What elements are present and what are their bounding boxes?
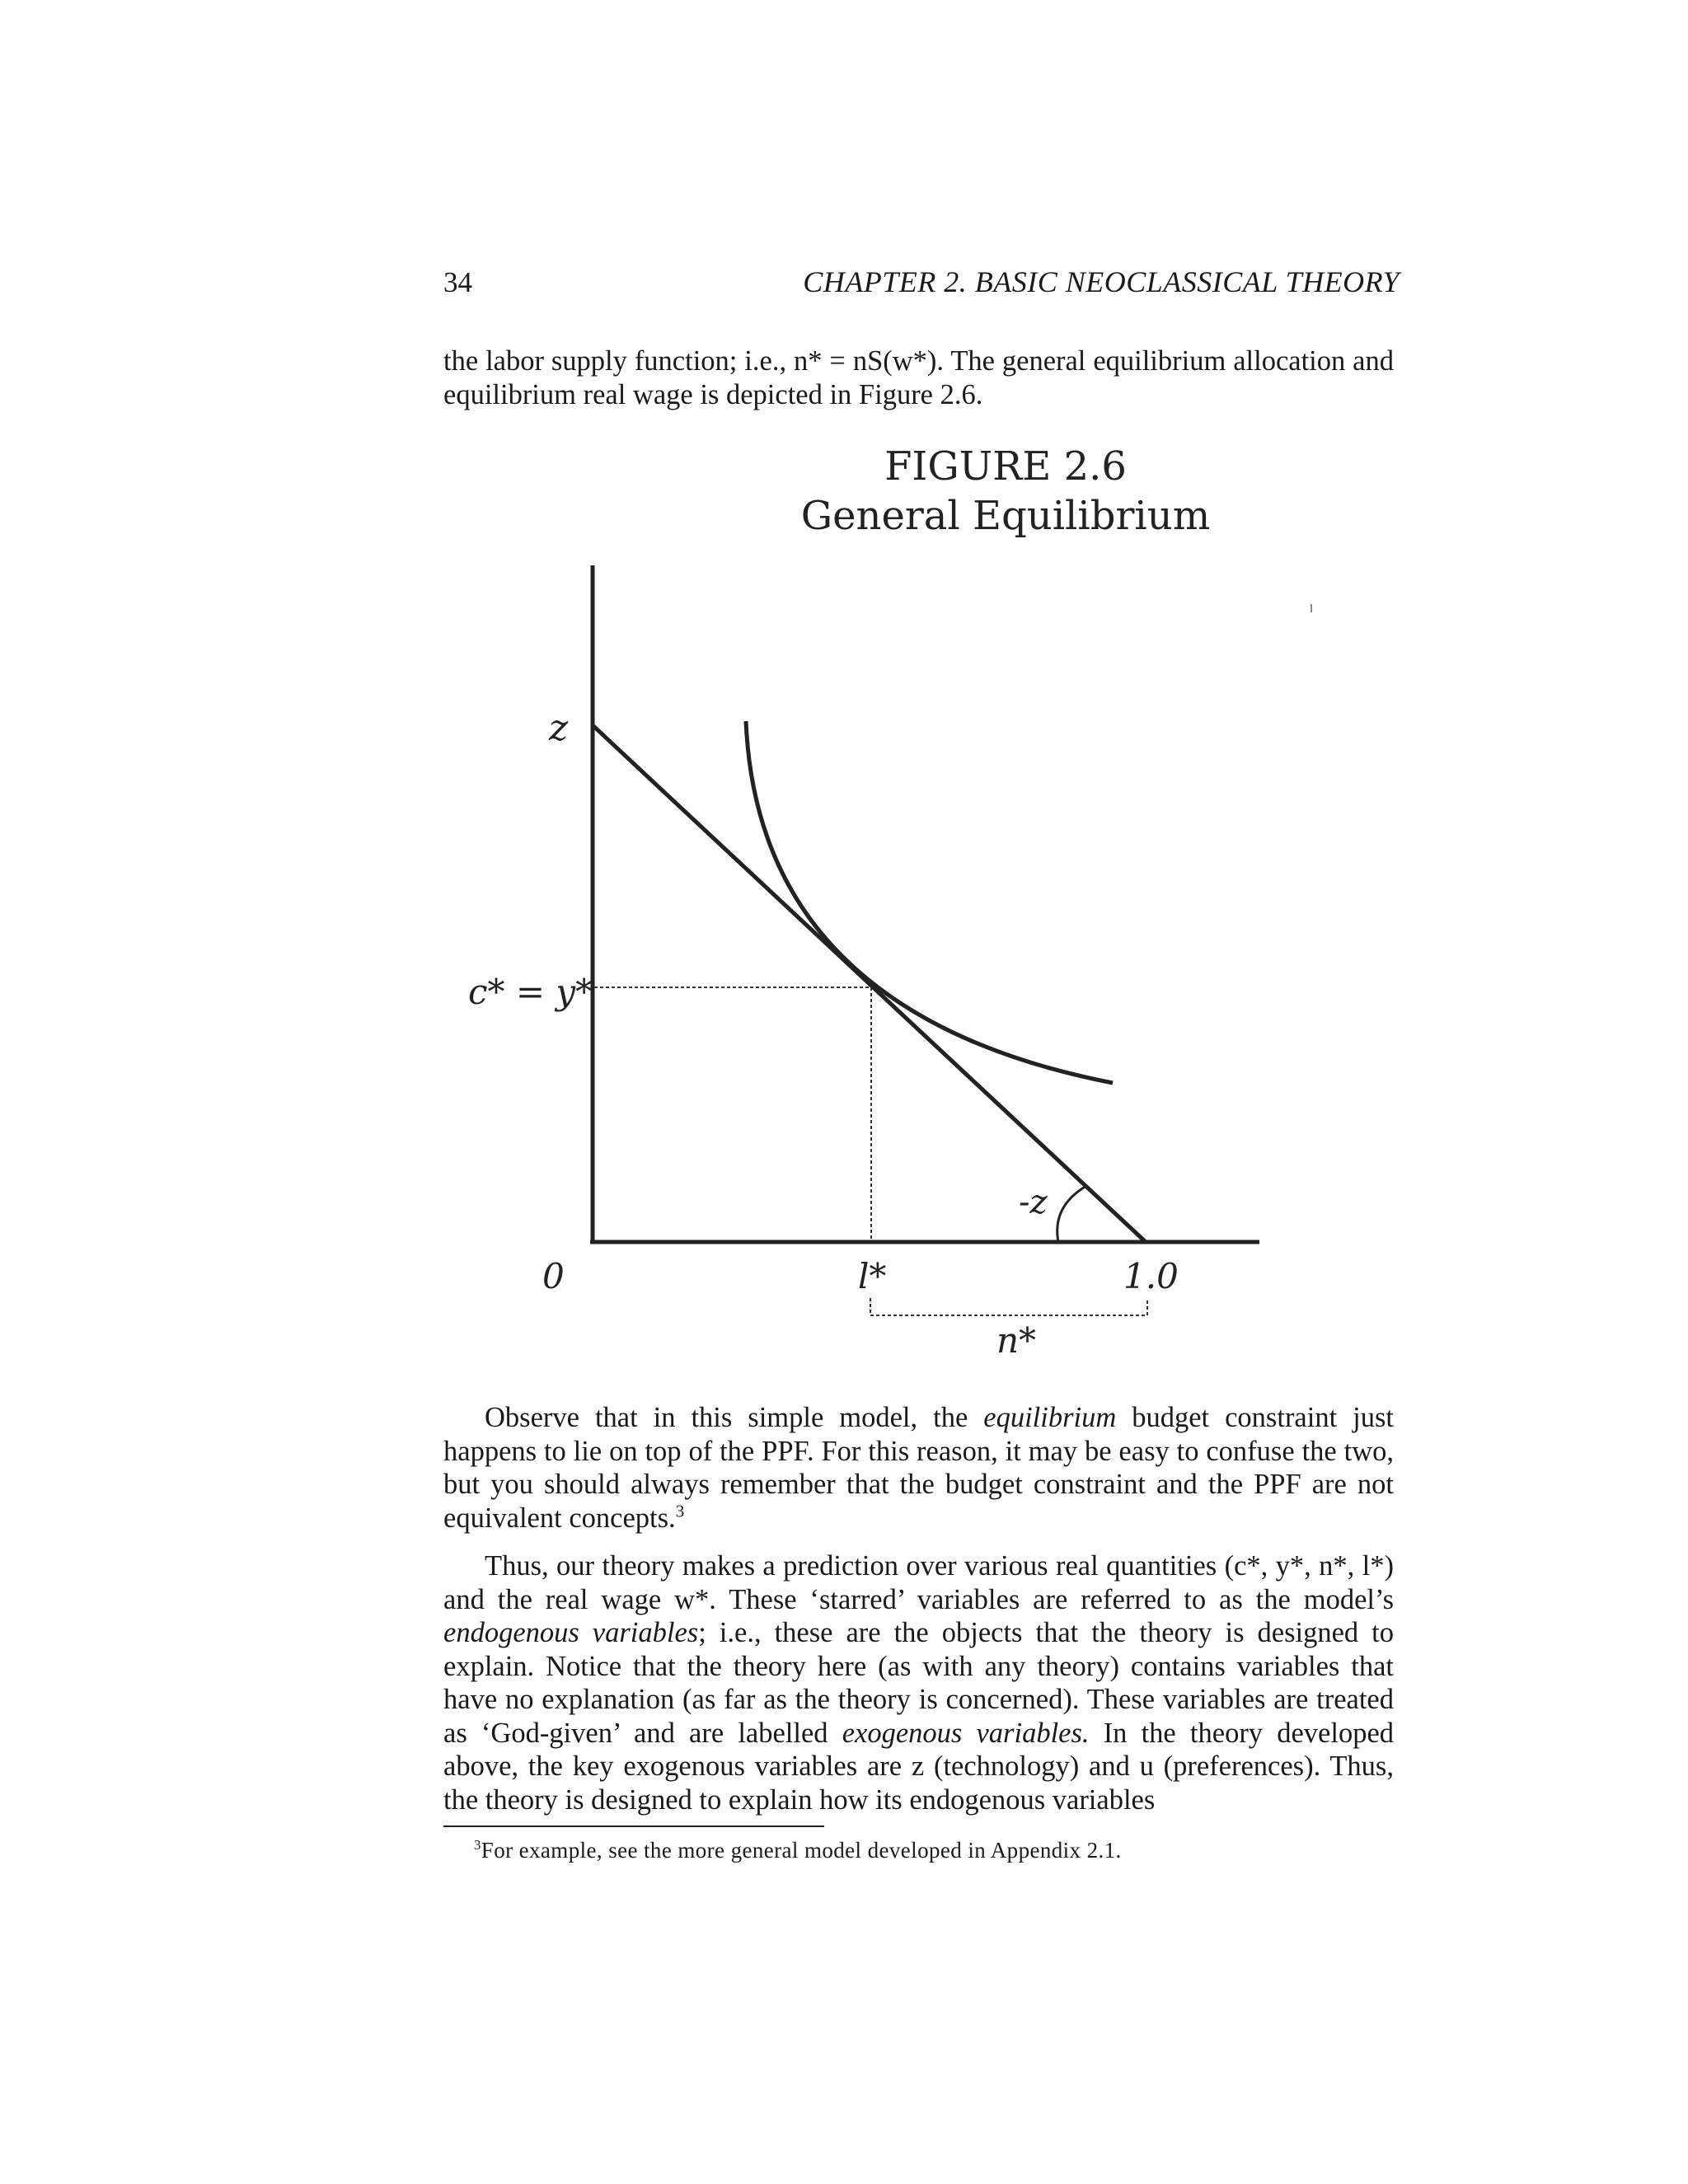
running-header: CHAPTER 2. BASIC NEOCLASSICAL THEORY bbox=[803, 265, 1400, 298]
label-z: z bbox=[549, 707, 569, 749]
slope-angle-arc bbox=[1057, 1186, 1086, 1242]
p3-text-a: Thus, our theory makes a prediction over various real quantities (c*, y*, n*, l*) and the real wage w*. These ‘starred’ variables are referred to as the model’s bbox=[443, 1550, 1394, 1615]
footnote bbox=[474, 1838, 1122, 1863]
p3-emphasis-endogenous: endogenous variables bbox=[443, 1617, 699, 1648]
label-origin: 0 bbox=[542, 1256, 565, 1296]
figure-number: FIGURE 2.6 bbox=[884, 443, 1127, 490]
footnote-mark: 3 bbox=[474, 1837, 481, 1853]
page-number: 34 bbox=[443, 266, 472, 298]
p2-text-b: budget constraint just happens to lie on top of the PPF. For this reason, it may be easy to confuse the two, but you should always remember that the budget constraint and the PPF are not equivalent concepts. bbox=[443, 1402, 1394, 1534]
label-n-star: n* bbox=[996, 1320, 1037, 1361]
footnote-ref[interactable]: 3 bbox=[675, 1501, 685, 1521]
label-l-star: l* bbox=[858, 1256, 887, 1296]
footnote-text: For example, see the more general model developed in Appendix 2.1. bbox=[481, 1838, 1122, 1863]
p2-text-a: Observe that in this simple model, the bbox=[485, 1402, 984, 1433]
p3-emphasis-exogenous: exogenous variables. bbox=[842, 1717, 1090, 1749]
paragraph-endogenous-exogenous bbox=[443, 1549, 1394, 1816]
paragraph-equilibrium-budget bbox=[443, 1401, 1394, 1535]
labor-bracket bbox=[870, 1298, 1147, 1315]
ppf-line bbox=[593, 725, 1146, 1242]
label-one: 1.0 bbox=[1123, 1256, 1179, 1296]
indifference-curve bbox=[746, 721, 1113, 1083]
label-c-equals-y: c* = y* bbox=[468, 972, 593, 1012]
footnote-rule bbox=[443, 1825, 824, 1827]
label-slope: -z bbox=[1019, 1183, 1048, 1221]
p2-emphasis: equilibrium bbox=[983, 1402, 1117, 1433]
p3-text-c: In the theory developed above, the key exogenous variables are z (technology) and u (preferences). Thus, the theory is designed to explain how its endogenous variables bbox=[443, 1717, 1395, 1816]
intro-paragraph: the labor supply function; i.e., n* = nS(w*). The general equilibrium allocation and equilibrium real wage is depicted in Figure 2.6. bbox=[443, 345, 1394, 410]
p3-text-b: ; i.e., these are the objects that the theory is designed to explain. Notice that the theory here (as with any theory) contains variables that have no explanation (as far as the theory is concerned). These variables are treated as ‘God-given’ and are labelled bbox=[443, 1617, 1395, 1749]
figure-title: General Equilibrium bbox=[800, 493, 1211, 539]
